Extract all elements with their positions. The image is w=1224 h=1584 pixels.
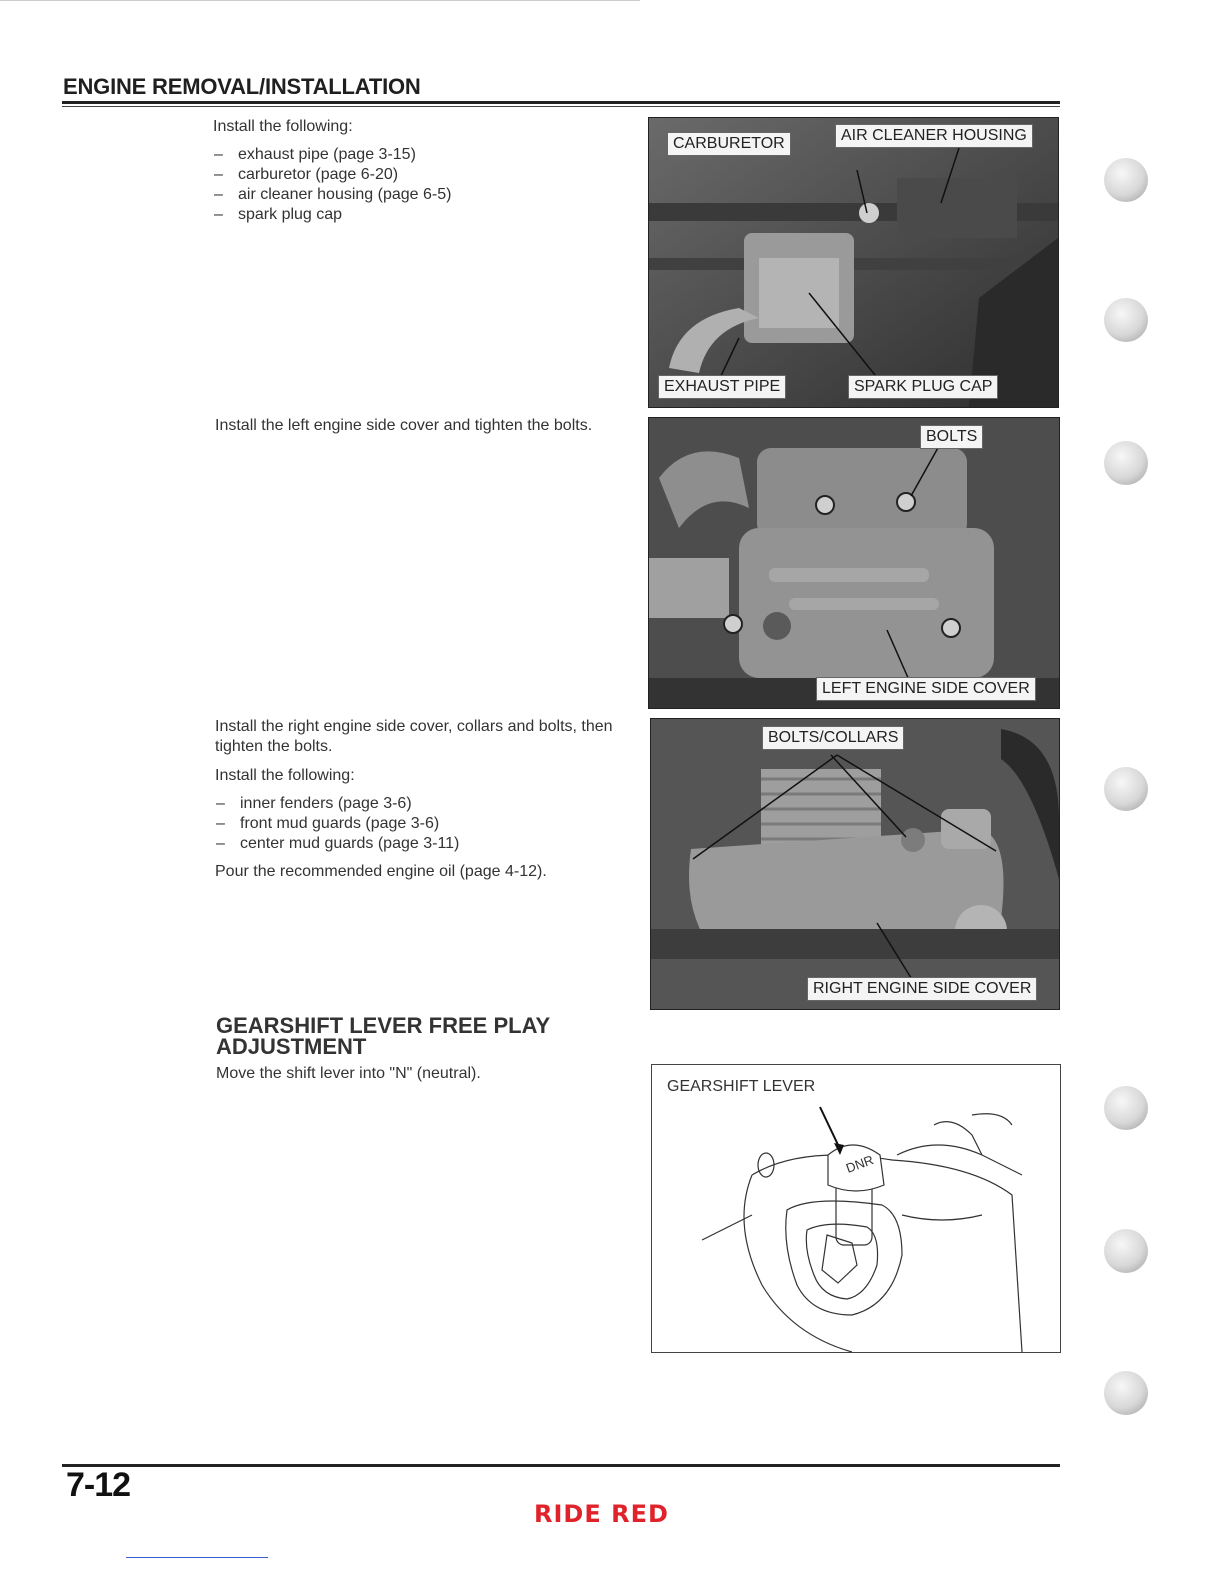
exhaust-pipe-label: EXHAUST PIPE [658,375,786,399]
step1-list [214,145,624,225]
list-item: – inner fenders (page 3-6) [216,794,626,814]
gearshift-line-drawing [652,1065,1060,1352]
engine-top-illustration [649,118,1058,407]
binder-hole [1104,1229,1148,1273]
right-cover-photo [650,718,1060,1010]
page-number: 7-12 [66,1466,131,1504]
bolts-collars-label: BOLTS/COLLARS [762,726,904,750]
binder-hole [1104,441,1148,485]
left-cover-photo [648,417,1060,709]
oil-instruction: Pour the recommended engine oil (page 4-12). [215,863,547,880]
binder-hole [1104,298,1148,342]
footer-rule [62,1464,1060,1467]
binder-hole [1104,1086,1148,1130]
right-cover-illustration [651,719,1059,1009]
page-top-edge [0,0,640,1]
air-cleaner-housing-label: AIR CLEANER HOUSING [835,124,1033,148]
gearshift-heading-line2: ADJUSTMENT [216,1034,367,1059]
binder-hole [1104,158,1148,202]
bottom-link-line [126,1557,268,1558]
left-engine-side-cover-label: LEFT ENGINE SIDE COVER [816,677,1036,701]
brand-logo: RIDE RED [534,1500,669,1528]
step3-list [216,794,626,854]
right-engine-side-cover-label: RIGHT ENGINE SIDE COVER [807,977,1037,1001]
list-item: – front mud guards (page 3-6) [216,814,626,834]
list-item: – spark plug cap [214,205,624,225]
header-rule [62,101,1060,104]
binder-hole [1104,767,1148,811]
engine-top-photo [648,117,1059,408]
list-item: – center mud guards (page 3-11) [216,834,626,854]
header-rule-thin [62,106,1060,107]
gearshift-heading-line1: GEARSHIFT LEVER FREE PLAY [216,1013,551,1038]
list-item: – exhaust pipe (page 3-15) [214,145,624,165]
step1-intro: Install the following: [213,118,353,135]
step3-text: Install the right engine side cover, collars and bolts, then tighten the bolts. [215,718,613,755]
carburetor-label: CARBURETOR [667,132,791,156]
bolts-label: BOLTS [920,425,983,449]
step3-intro: Install the following: [215,767,355,784]
list-item: – carburetor (page 6-20) [214,165,624,185]
knob-letters: DNR [843,1152,876,1176]
section-title: ENGINE REMOVAL/INSTALLATION [63,74,421,99]
gearshift-lever-label: GEARSHIFT LEVER [667,1078,816,1095]
spark-plug-cap-label: SPARK PLUG CAP [848,375,998,399]
gearshift-heading [216,1015,636,1057]
gearshift-diagram [651,1064,1061,1353]
gearshift-text: Move the shift lever into "N" (neutral). [216,1065,481,1082]
left-cover-illustration [649,418,1059,708]
list-item: – air cleaner housing (page 6-5) [214,185,624,205]
step2-text: Install the left engine side cover and tighten the bolts. [215,417,593,434]
binder-hole [1104,1371,1148,1415]
